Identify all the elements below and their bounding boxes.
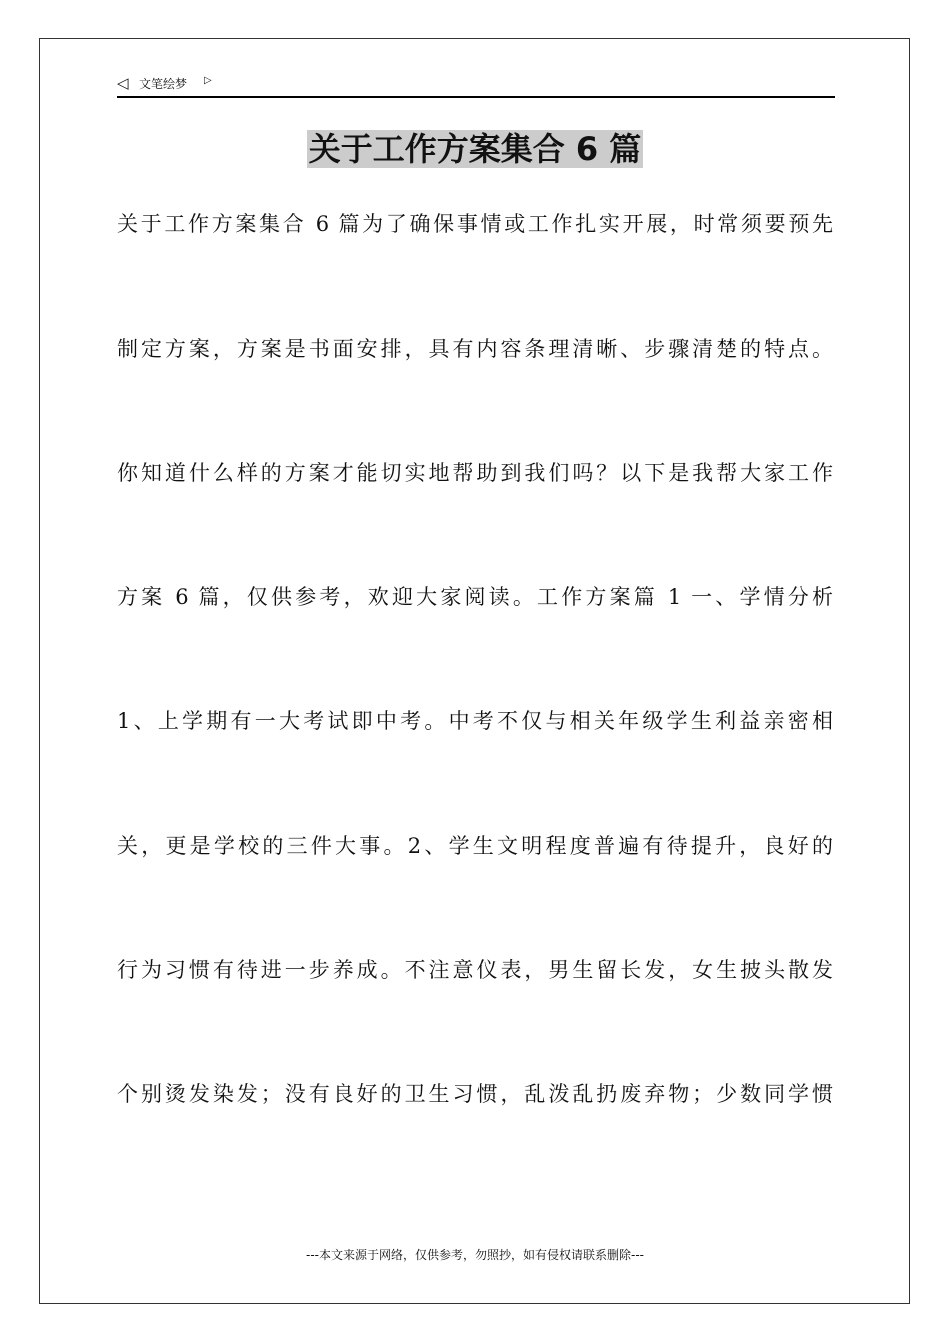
body-line-2: 制定方案，方案是书面安排，具有内容条理清晰、步骤清楚的特点。	[117, 337, 833, 361]
header-brand-text: 文笔绘梦	[139, 77, 188, 91]
body-line-1: 关于工作方案集合 6 篇为了确保事情或工作扎实开展，时常须要预先	[117, 212, 833, 236]
document-title: 关于工作方案集合 6 篇	[308, 130, 642, 168]
footer-disclaimer: ---本文来源于网络，仅供参考，勿照抄，如有侵权请联系删除---	[306, 1248, 644, 1262]
document-header	[117, 74, 835, 98]
body-line-7: 行为习惯有待进一步养成。不注意仪表，男生留长发，女生披头散发	[117, 958, 833, 982]
body-line-5: 1、上学期有一大考试即中考。中考不仅与相关年级学生利益亲密相	[117, 709, 833, 733]
body-line-8: 个别烫发染发；没有良好的卫生习惯，乱泼乱扔废弃物；少数同学惯	[117, 1082, 833, 1106]
body-line-4: 方案 6 篇，仅供参考，欢迎大家阅读。工作方案篇 1 一、学情分析	[117, 585, 833, 609]
left-triangle-icon: ◁	[117, 74, 129, 92]
right-triangle-icon: ▷	[204, 75, 212, 86]
body-line-6: 关，更是学校的三件大事。2、学生文明程度普遍有待提升，良好的	[117, 834, 833, 858]
body-line-3: 你知道什么样的方案才能切实地帮助到我们吗？以下是我帮大家工作	[117, 461, 833, 485]
title-wrapper	[0, 130, 950, 168]
